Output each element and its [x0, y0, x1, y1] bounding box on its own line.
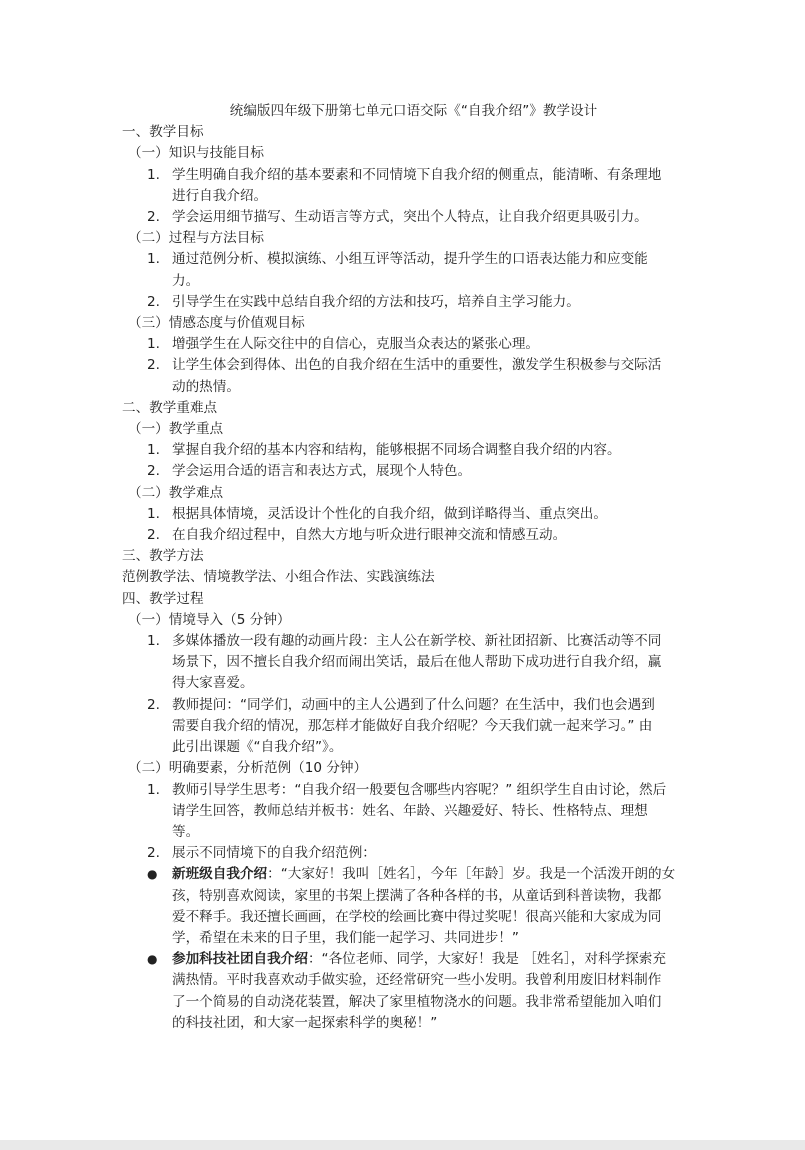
list-item: 2. 学会运用合适的语言和表达方式，展现个人特色。 — [122, 461, 687, 482]
bullet-item — [122, 864, 687, 949]
list-item-text: 根据具体情境，灵活设计个性化的自我介绍，做到详略得当、重点突出。 — [172, 505, 607, 522]
list-item-text: 掌握自我介绍的基本内容和结构，能够根据不同场合调整自我介绍的内容。 — [172, 442, 621, 459]
subsection-heading: （一）知识与技能目标 — [128, 145, 264, 162]
subsection-heading: （一）情境导入（5 分钟） — [128, 611, 291, 628]
section-heading: 四、教学过程 — [122, 590, 204, 607]
document-title: 统编版四年级下册第七单元口语交际《“自我介绍”》教学设计 — [229, 103, 598, 119]
bullet-item — [122, 949, 687, 1034]
list-item: 1. 根据具体情境，灵活设计个性化的自我介绍，做到详略得当、重点突出。 — [122, 504, 687, 525]
list-item: 1. 教师引导学生思考：“自我介绍一般要包含哪些内容呢？” 组织学生自由讨论，然后 请学生回答，教师总结并板书：姓名、年龄、兴趣爱好、特长、性格特点、理想 等。 — [122, 780, 687, 844]
section-heading: 一、教学目标 — [122, 124, 204, 141]
list-item-text: 学会运用合适的语言和表达方式，展现个人特色。 — [172, 463, 472, 480]
list-item-text: 学会运用细节描写、生动语言等方式，突出个人特点，让自我介绍更具吸引力。 — [172, 209, 648, 226]
list-item: 2. 在自我介绍过程中，自然大方地与听众进行眼神交流和情感互动。 — [122, 525, 687, 546]
subsection-heading: （二）过程与方法目标 — [128, 230, 264, 247]
list-item-text: 在自我介绍过程中，自然大方地与听众进行眼神交流和情感互动。 — [172, 527, 567, 544]
bullet-icon: ● — [147, 867, 158, 882]
list-item-text: 引导学生在实践中总结自我介绍的方法和技巧，培养自主学习能力。 — [172, 293, 580, 310]
bullet-icon: ● — [147, 952, 158, 967]
list-item: 1. 学生明确自我介绍的基本要素和不同情境下自我介绍的侧重点，能清晰、有条理地 进行自我介绍。 — [122, 165, 687, 207]
subsection-heading: （二）教学难点 — [128, 484, 224, 501]
list-item-text: 让学生体会到得体、出色的自我介绍在生活中的重要性，激发学生积极参与交际活 动的热情。 — [172, 357, 662, 395]
example-label: 参加科技社团自我介绍 — [172, 951, 308, 968]
list-item-text: 多媒体播放一段有趣的动画片段：主人公在新学校、新社团招新、比赛活动等不同 场景下，因不擅长自我介绍而闹出笑话，最后在他人帮助下成功进行自我介绍，赢 得大家喜爱。 — [172, 633, 662, 692]
bullet-item-text: 新班级自我介绍：“大家好！我叫［姓名］，今年［年龄］岁。我是一个活泼开朗的女 孩，特别喜欢阅读，家里的书架上摆满了各种各样的书，从童话到科普读物，我都 爱不释手。我还擅长画画，在学校的绘画比赛中得过奖呢！很高兴能和大家成为同 学，希望在未来的日子里，我们能一起学习、共同进步！” — [172, 866, 676, 946]
subsection-heading: （二）明确要素，分析范例（10 分钟） — [128, 760, 368, 777]
list-item-text: 展示不同情境下的自我介绍范例： — [172, 845, 376, 862]
list-item: 1. 通过范例分析、模拟演练、小组互评等活动，提升学生的口语表达能力和应变能 力。 — [122, 249, 687, 291]
page-bottom-gutter — [0, 1140, 805, 1150]
list-item-text: 教师引导学生思考：“自我介绍一般要包含哪些内容呢？” 组织学生自由讨论，然后 请学生回答，教师总结并板书：姓名、年龄、兴趣爱好、特长、性格特点、理想 等。 — [172, 781, 667, 840]
example-label: 新班级自我介绍 — [172, 866, 268, 883]
list-item: 1. 多媒体播放一段有趣的动画片段：主人公在新学校、新社团招新、比赛活动等不同 场景下，因不擅长自我介绍而闹出笑话，最后在他人帮助下成功进行自我介绍，赢 得大家喜爱。 — [122, 631, 687, 695]
list-item-text: 教师提问：“同学们，动画中的主人公遇到了什么问题？在生活中，我们也会遇到 需要自我介绍的情况，那怎样才能做好自我介绍呢？今天我们就一起来学习。” 由 此引出课题《“自我介绍”》。 — [172, 696, 655, 756]
list-item: 1. 掌握自我介绍的基本内容和结构，能够根据不同场合调整自我介绍的内容。 — [122, 440, 687, 461]
section-heading: 二、教学重难点 — [122, 399, 218, 416]
document-body — [122, 101, 687, 1034]
list-item: 1. 增强学生在人际交往中的自信心，克服当众表达的紧张心理。 — [122, 334, 687, 355]
list-item-text: 增强学生在人际交往中的自信心，克服当众表达的紧张心理。 — [172, 336, 540, 353]
list-item: 2. 引导学生在实践中总结自我介绍的方法和技巧，培养自主学习能力。 — [122, 292, 687, 313]
paragraph: 范例教学法、情境教学法、小组合作法、实践演练法 — [122, 569, 435, 586]
list-item: 2. 学会运用细节描写、生动语言等方式，突出个人特点，让自我介绍更具吸引力。 — [122, 207, 687, 228]
bullet-item-text: 参加科技社团自我介绍：“各位老师、同学，大家好！我是 ［姓名］，对科学探索充 满热情。平时我喜欢动手做实验，还经常研究一些小发明。我曾利用废旧材料制作 了一个简易的自动浇花装置，解决了家里植物浇水的问题。我非常希望能加入咱们 的科技社团，和大家一起探索科学的奥秘！” — [172, 951, 666, 1031]
section-heading: 三、教学方法 — [122, 548, 204, 565]
list-item-text: 学生明确自我介绍的基本要素和不同情境下自我介绍的侧重点，能清晰、有条理地 进行自我介绍。 — [172, 166, 662, 204]
subsection-heading: （三）情感态度与价值观目标 — [128, 315, 305, 332]
subsection-heading: （一）教学重点 — [128, 421, 224, 438]
list-item: 2. 让学生体会到得体、出色的自我介绍在生活中的重要性，激发学生积极参与交际活 动的热情。 — [122, 355, 687, 397]
list-item: 2. 教师提问：“同学们，动画中的主人公遇到了什么问题？在生活中，我们也会遇到 需要自我介绍的情况，那怎样才能做好自我介绍呢？今天我们就一起来学习。” 由 此引出课题《“自我介绍”》。 — [122, 695, 687, 759]
list-item: 2. 展示不同情境下的自我介绍范例： — [122, 843, 687, 864]
list-item-text: 通过范例分析、模拟演练、小组互评等活动，提升学生的口语表达能力和应变能 力。 — [172, 251, 648, 289]
